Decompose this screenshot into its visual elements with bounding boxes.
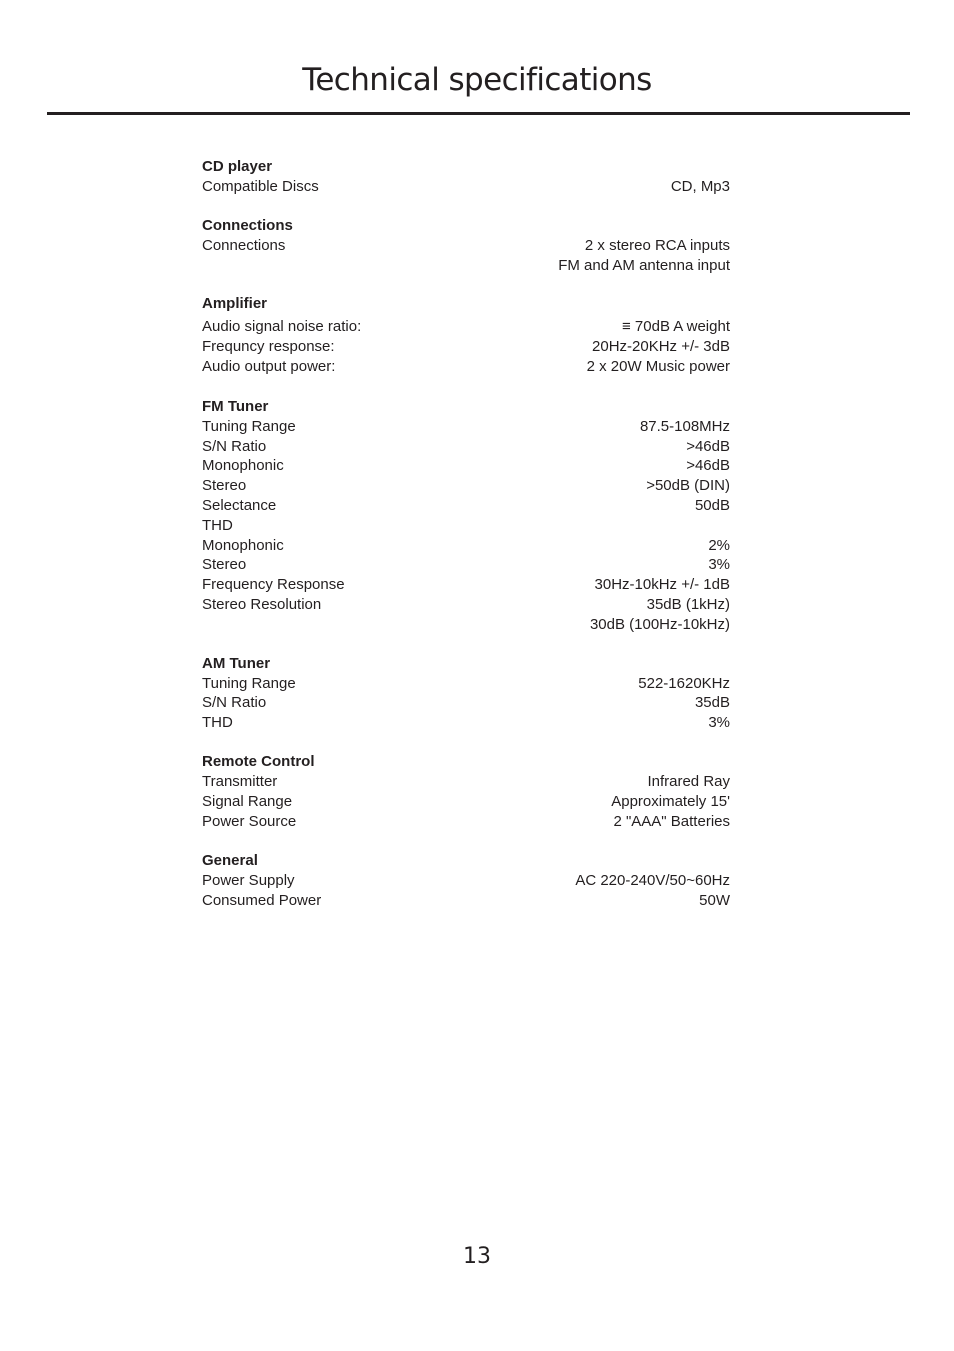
spec-row — [202, 236, 730, 276]
section-general — [202, 851, 730, 911]
section-connections — [202, 216, 730, 276]
section-heading: Remote Control — [202, 752, 315, 770]
section-heading: Connections — [202, 216, 293, 234]
section-heading: CD player — [202, 158, 273, 175]
spec-label: THD — [202, 516, 233, 534]
spec-label: Transmitter — [202, 772, 278, 790]
spec-value: >50dB (DIN) — [646, 477, 730, 495]
spec-label: Selectance — [202, 496, 277, 514]
spec-label: Compatible Discs — [202, 178, 319, 195]
spec-label: Tuning Range — [202, 674, 296, 692]
spec-label: Stereo — [202, 556, 247, 574]
spec-label: Power Source — [202, 812, 297, 830]
spec-row — [202, 891, 730, 911]
spec-value: 30Hz-10kHz +/- 1dB — [594, 576, 730, 594]
spec-value: 87.5-108MHz — [639, 417, 730, 435]
spec-value-line: 30dB (100Hz-10kHz) — [589, 615, 730, 633]
spec-row — [202, 317, 730, 337]
spec-row — [202, 812, 730, 832]
spec-row — [202, 575, 730, 595]
spec-label: Consumed Power — [202, 892, 322, 910]
spec-value: Infrared Ray — [647, 772, 730, 790]
spec-label: S/N Ratio — [202, 694, 267, 712]
spec-value: 3% — [708, 714, 730, 732]
spec-value: 50dB — [694, 496, 730, 514]
spec-label: S/N Ratio — [202, 437, 267, 455]
spec-row — [202, 595, 730, 635]
spec-value-line: 35dB (1kHz) — [646, 595, 730, 613]
spec-label: Signal Range — [202, 792, 293, 810]
spec-row — [202, 713, 730, 733]
page-number: 13 — [463, 1244, 491, 1269]
spec-label: Monophonic — [202, 536, 284, 554]
spec-label: Connections — [202, 236, 286, 254]
spec-row — [202, 476, 730, 496]
spec-label: Tuning Range — [202, 417, 296, 435]
spec-row — [202, 693, 730, 713]
spec-row — [202, 337, 730, 357]
spec-value: ≡ 70dB A weight — [622, 318, 730, 336]
spec-label: Stereo Resolution — [202, 595, 322, 613]
spec-label: Power Supply — [202, 872, 295, 890]
spec-value — [590, 595, 730, 635]
section-heading: Amplifier — [202, 295, 268, 313]
section-cd-player — [202, 157, 730, 197]
spec-label: Stereo — [202, 477, 247, 495]
spec-list — [202, 157, 730, 911]
section-fm-tuner — [202, 397, 730, 635]
spec-row — [202, 871, 730, 891]
spec-row — [202, 536, 730, 556]
spec-value: Approximately 15' — [611, 792, 730, 810]
spec-label: Monophonic — [202, 457, 284, 475]
spec-value: 2 x 20W Music power — [586, 357, 730, 375]
section-am-tuner — [202, 654, 730, 733]
spec-label: Audio output power: — [202, 357, 336, 375]
spec-value: 3% — [708, 556, 730, 574]
section-heading: FM Tuner — [202, 397, 269, 415]
page-title: Technical specifications — [302, 62, 652, 98]
title-divider — [47, 112, 910, 115]
spec-row — [202, 674, 730, 694]
spec-label: Audio signal noise ratio: — [202, 318, 362, 336]
spec-value-line: FM and AM antenna input — [558, 256, 730, 274]
spec-value: 20Hz-20KHz +/- 3dB — [592, 338, 730, 356]
spec-row — [202, 437, 730, 457]
spec-label: Frequency Response — [202, 576, 345, 594]
spec-value: CD, Mp3 — [670, 178, 730, 195]
spec-row — [202, 516, 730, 536]
spec-label: THD — [202, 714, 233, 732]
spec-label: Frequncy response: — [202, 338, 335, 356]
spec-row — [202, 417, 730, 437]
spec-value-line: 2 x stereo RCA inputs — [584, 236, 730, 254]
spec-value: >46dB — [686, 457, 730, 475]
spec-row — [202, 456, 730, 476]
spec-value: 50W — [699, 892, 730, 910]
spec-value: 35dB — [694, 694, 730, 712]
spec-value: >46dB — [686, 437, 730, 455]
spec-row — [202, 772, 730, 792]
section-remote-control — [202, 752, 730, 831]
spec-value: 2 "AAA" Batteries — [613, 812, 730, 830]
spec-row — [202, 496, 730, 516]
spec-row — [202, 792, 730, 812]
spec-value — [558, 236, 730, 276]
section-heading: AM Tuner — [202, 654, 271, 672]
spec-value: 522-1620KHz — [638, 674, 730, 692]
section-amplifier — [202, 294, 730, 376]
section-heading: General — [202, 852, 258, 870]
spec-row — [202, 177, 730, 197]
spec-value: 2% — [708, 536, 730, 554]
spec-value: AC 220-240V/50~60Hz — [575, 872, 730, 890]
spec-row — [202, 555, 730, 575]
spec-row — [202, 357, 730, 377]
